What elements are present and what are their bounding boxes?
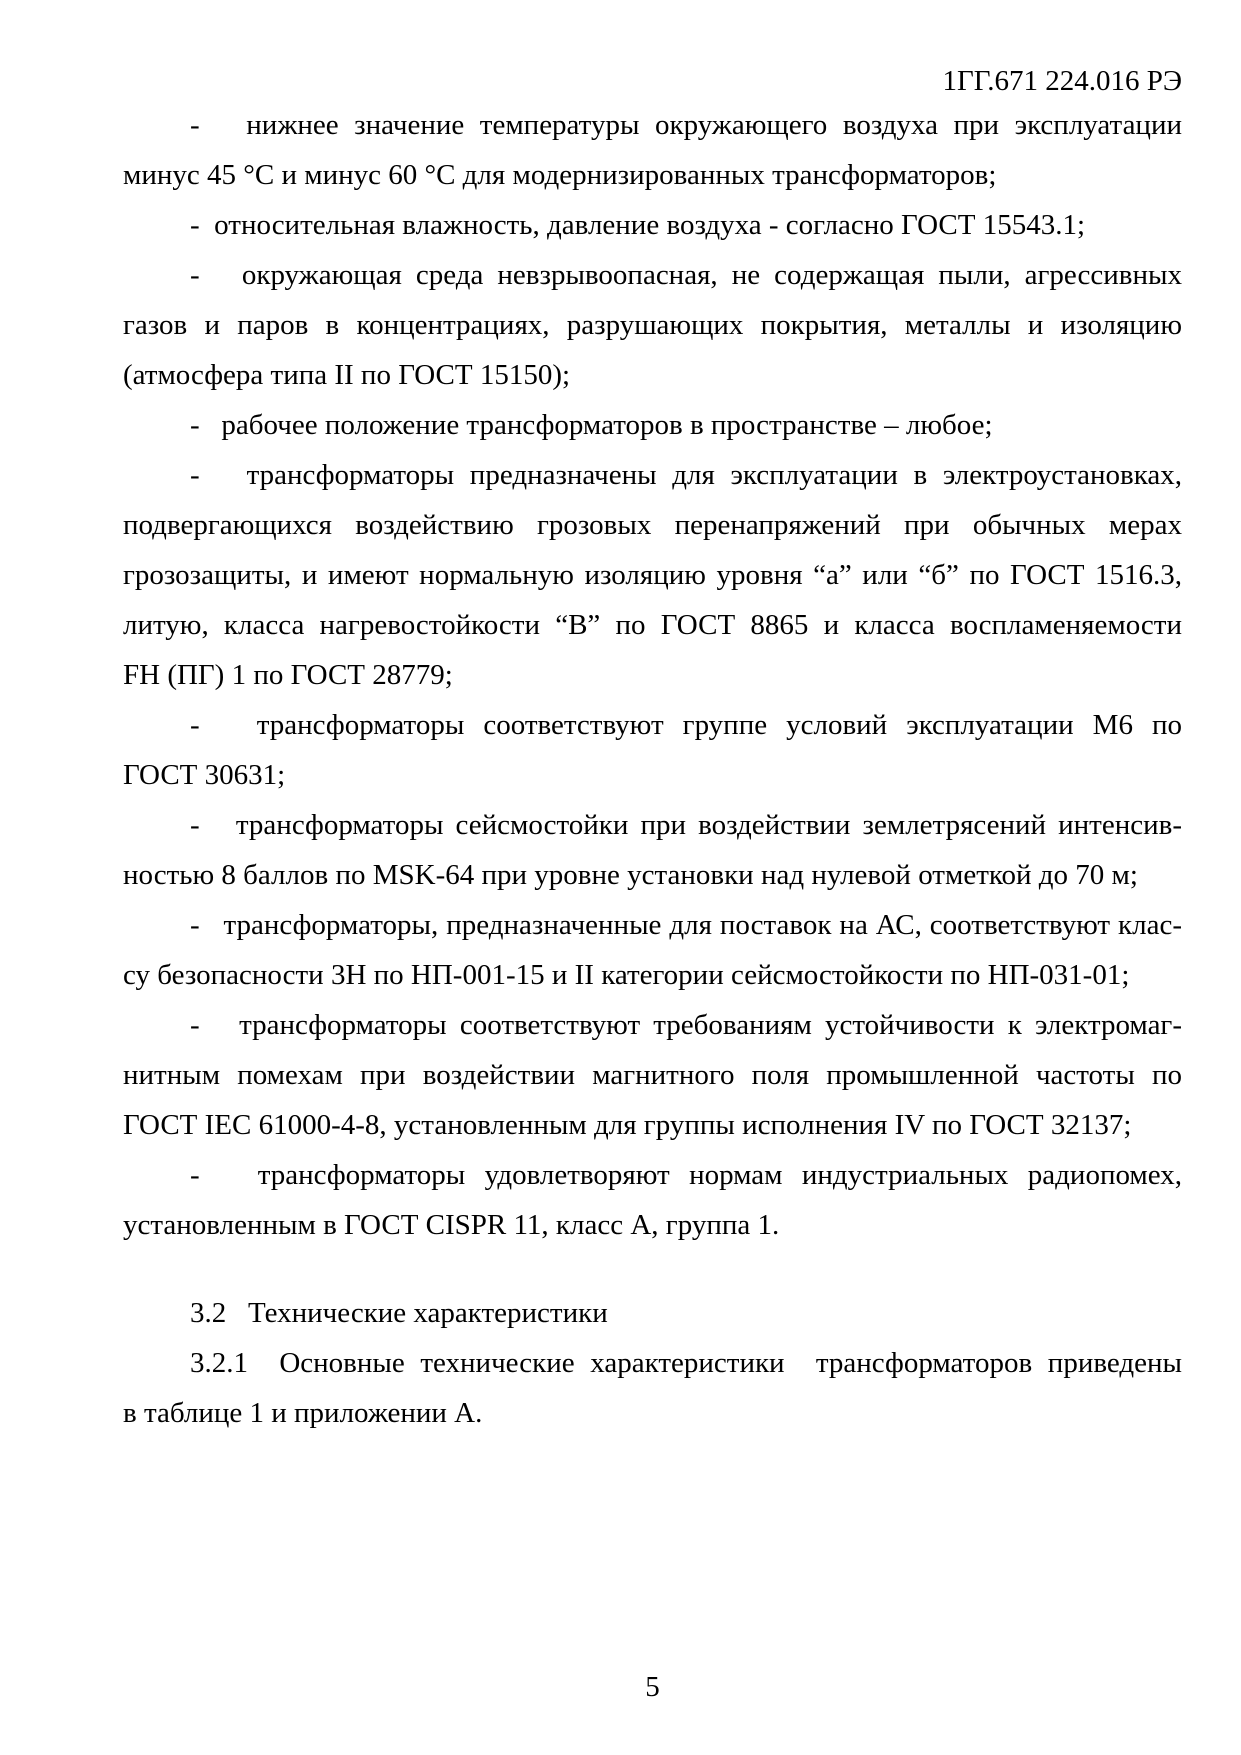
- text-line: минус 45 °С и минус 60 °С для модернизированных трансформаторов;: [123, 159, 997, 191]
- text-line: - трансформаторы соответствуют группе условий эксплуатации М6 по: [190, 709, 1182, 741]
- doc-code: 1ГГ.671 224.016 РЭ: [942, 65, 1182, 97]
- text-line: - окружающая среда невзрывоопасная, не содержащая пыли, агрессивных: [190, 259, 1182, 291]
- page-header: [123, 62, 1182, 100]
- text-line: - трансформаторы удовлетворяют нормам индустриальных радиопомех,: [190, 1159, 1182, 1191]
- text-line: ностью 8 баллов по MSK-64 при уровне установки над нулевой отметкой до 70 м;: [123, 859, 1138, 891]
- section-heading-technical-characteristics: [123, 1288, 1182, 1338]
- text-line: - нижнее значение температуры окружающего воздуха при эксплуатации: [190, 109, 1182, 141]
- text-line: подвергающихся воздействию грозовых перенапряжений при обычных мерах: [123, 509, 1182, 541]
- text-line: газов и паров в концентрациях, разрушающих покрытия, металлы и изоляцию: [123, 309, 1182, 341]
- page-number: 5: [645, 1671, 660, 1703]
- list-item-humidity-pressure: [123, 200, 1182, 250]
- text-line: 3.2 Технические характеристики: [190, 1297, 608, 1329]
- text-line: 3.2.1 Основные технические характеристики трансформаторов приведены: [190, 1347, 1182, 1379]
- paragraph-main-characteristics-reference: [123, 1338, 1182, 1438]
- list-item-environment: [123, 250, 1182, 400]
- text-line: ГОСТ 30631;: [123, 759, 286, 791]
- list-item-seismic-resistance: [123, 800, 1182, 900]
- list-item-working-position: [123, 400, 1182, 450]
- text-line: - трансформаторы соответствуют требованиям устойчивости к электромаг-: [190, 1009, 1182, 1041]
- list-item-insulation: [123, 450, 1182, 700]
- text-line: - трансформаторы, предназначенные для поставок на АС, соответствуют клас-: [190, 909, 1182, 941]
- text-line: литую, класса нагревостойкости “В” по ГОСТ 8865 и класса воспламеняемости: [123, 609, 1182, 641]
- list-item-operating-conditions-group: [123, 700, 1182, 800]
- text-line: - трансформаторы сейсмостойки при воздействии землетрясений интенсив-: [190, 809, 1182, 841]
- document-body: [123, 100, 1182, 1438]
- text-line: ГОСТ IEC 61000-4-8, установленным для группы исполнения IV по ГОСТ 32137;: [123, 1109, 1132, 1141]
- text-line: - относительная влажность, давление воздуха - согласно ГОСТ 15543.1;: [190, 209, 1086, 241]
- text-line: - трансформаторы предназначены для эксплуатации в электроустановках,: [190, 459, 1182, 491]
- list-item-radio-interference: [123, 1150, 1182, 1250]
- text-line: су безопасности 3Н по НП-001-15 и II категории сейсмостойкости по НП-031-01;: [123, 959, 1130, 991]
- text-line: нитным помехам при воздействии магнитного поля промышленной частоты по: [123, 1059, 1182, 1091]
- list-item-electromagnetic-immunity: [123, 1000, 1182, 1150]
- list-item-nuclear-plant-safety-class: [123, 900, 1182, 1000]
- text-line: грозозащиты, и имеют нормальную изоляцию уровня “а” или “б” по ГОСТ 1516.3,: [123, 559, 1182, 591]
- text-line: - рабочее положение трансформаторов в пространстве – любое;: [190, 409, 993, 441]
- text-line: FH (ПГ) 1 по ГОСТ 28779;: [123, 659, 453, 691]
- text-line: установленным в ГОСТ CISPR 11, класс А, группа 1.: [123, 1209, 780, 1241]
- text-line: (атмосфера типа II по ГОСТ 15150);: [123, 359, 571, 391]
- page-footer: [123, 1662, 1182, 1712]
- list-item-ambient-temperature: [123, 100, 1182, 200]
- text-line: в таблице 1 и приложении А.: [123, 1397, 483, 1429]
